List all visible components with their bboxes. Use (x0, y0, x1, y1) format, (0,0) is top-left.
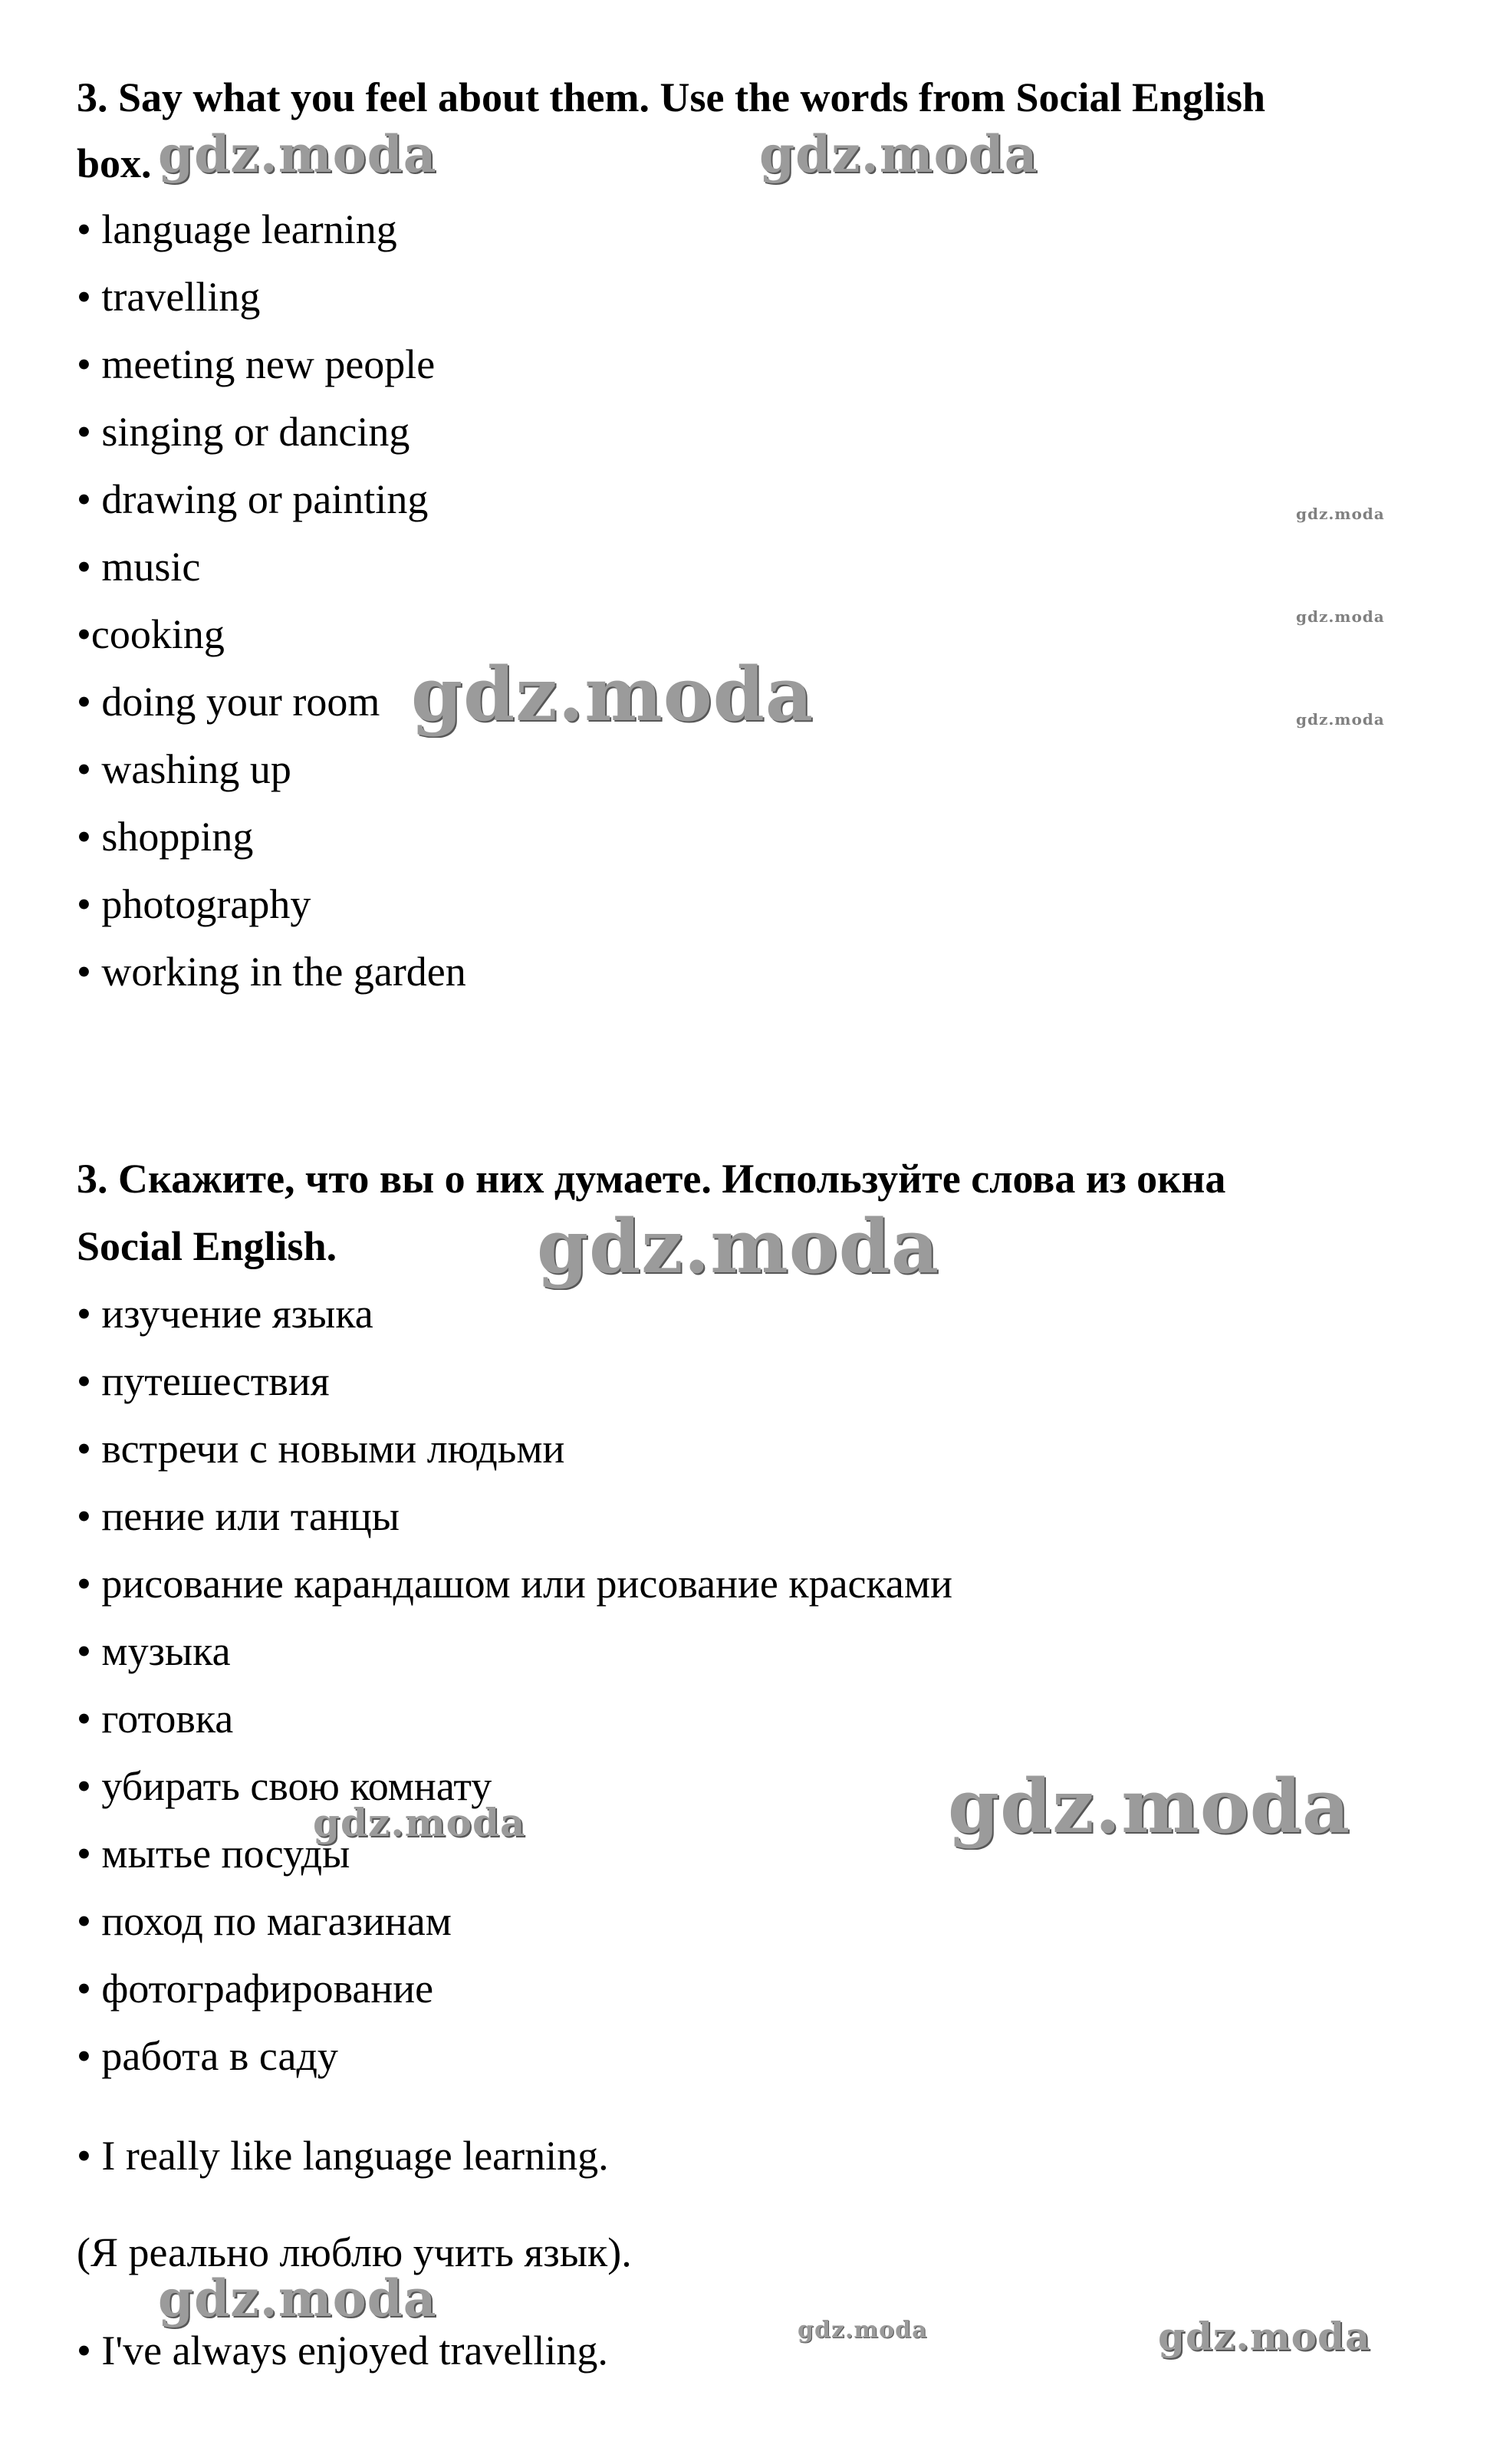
list-item-ru: • поход по магазинам (77, 1898, 452, 1944)
watermark: gdz.moda (759, 124, 1038, 184)
list-item-ru: • мытье посуды (77, 1831, 350, 1877)
task-title-ru-line1: 3. Скажите, что вы о них думаете. Используйте слова из окна (77, 1156, 1226, 1202)
watermark: gdz.moda (313, 1800, 526, 1845)
list-item-en: • drawing or painting (77, 476, 429, 522)
list-item-en: • shopping (77, 814, 254, 860)
list-item-ru: • убирать свою комнату (77, 1763, 492, 1809)
watermark: gdz.moda (1296, 710, 1385, 729)
list-item-ru: • путешествия (77, 1358, 330, 1404)
watermark: gdz.moda (158, 2268, 437, 2328)
list-item-en: • photography (77, 881, 311, 927)
list-item-en: • washing up (77, 746, 291, 792)
list-item-ru: • готовка (77, 1696, 234, 1742)
list-item-en: • music (77, 544, 201, 590)
list-item-ru: • встречи с новыми людьми (77, 1426, 565, 1472)
list-item-ru: • музыка (77, 1628, 231, 1674)
example-answer: • I've always enjoyed travelling. (77, 2327, 608, 2374)
example-answer: • I really like language learning. (77, 2133, 609, 2179)
list-item-ru: • фотографирование (77, 1966, 434, 2012)
watermark: gdz.moda (1158, 2314, 1371, 2359)
task-title-en-line1: 3. Say what you feel about them. Use the words from Social English (77, 74, 1266, 120)
list-item-en: • working in the garden (77, 949, 466, 995)
watermark: gdz.moda (1296, 607, 1385, 626)
example-translation: (Я реально люблю учить язык). (77, 2229, 632, 2275)
list-item-en: • meeting new people (77, 341, 436, 387)
watermark: gdz.moda (1296, 505, 1385, 523)
task-title-ru-line2: Social English. (77, 1223, 337, 1269)
watermark: gdz.moda (158, 124, 437, 184)
watermark: gdz.moda (948, 1763, 1351, 1850)
list-item-en: • language learning (77, 206, 397, 252)
list-item-en: • doing your room (77, 679, 380, 725)
list-item-en: •cooking (77, 611, 225, 657)
list-item-ru: • пение или танцы (77, 1493, 400, 1539)
watermark: gdz.moda (798, 2317, 928, 2344)
list-item-ru: • рисование карандашом или рисование красками (77, 1561, 952, 1607)
list-item-en: • travelling (77, 274, 261, 320)
list-item-ru: • работа в саду (77, 2033, 338, 2079)
watermark: gdz.moda (411, 651, 814, 738)
task-title-en-line2: box. (77, 140, 152, 186)
watermark: gdz.moda (537, 1203, 940, 1290)
list-item-ru: • изучение языка (77, 1291, 373, 1337)
list-item-en: • singing or dancing (77, 409, 410, 455)
